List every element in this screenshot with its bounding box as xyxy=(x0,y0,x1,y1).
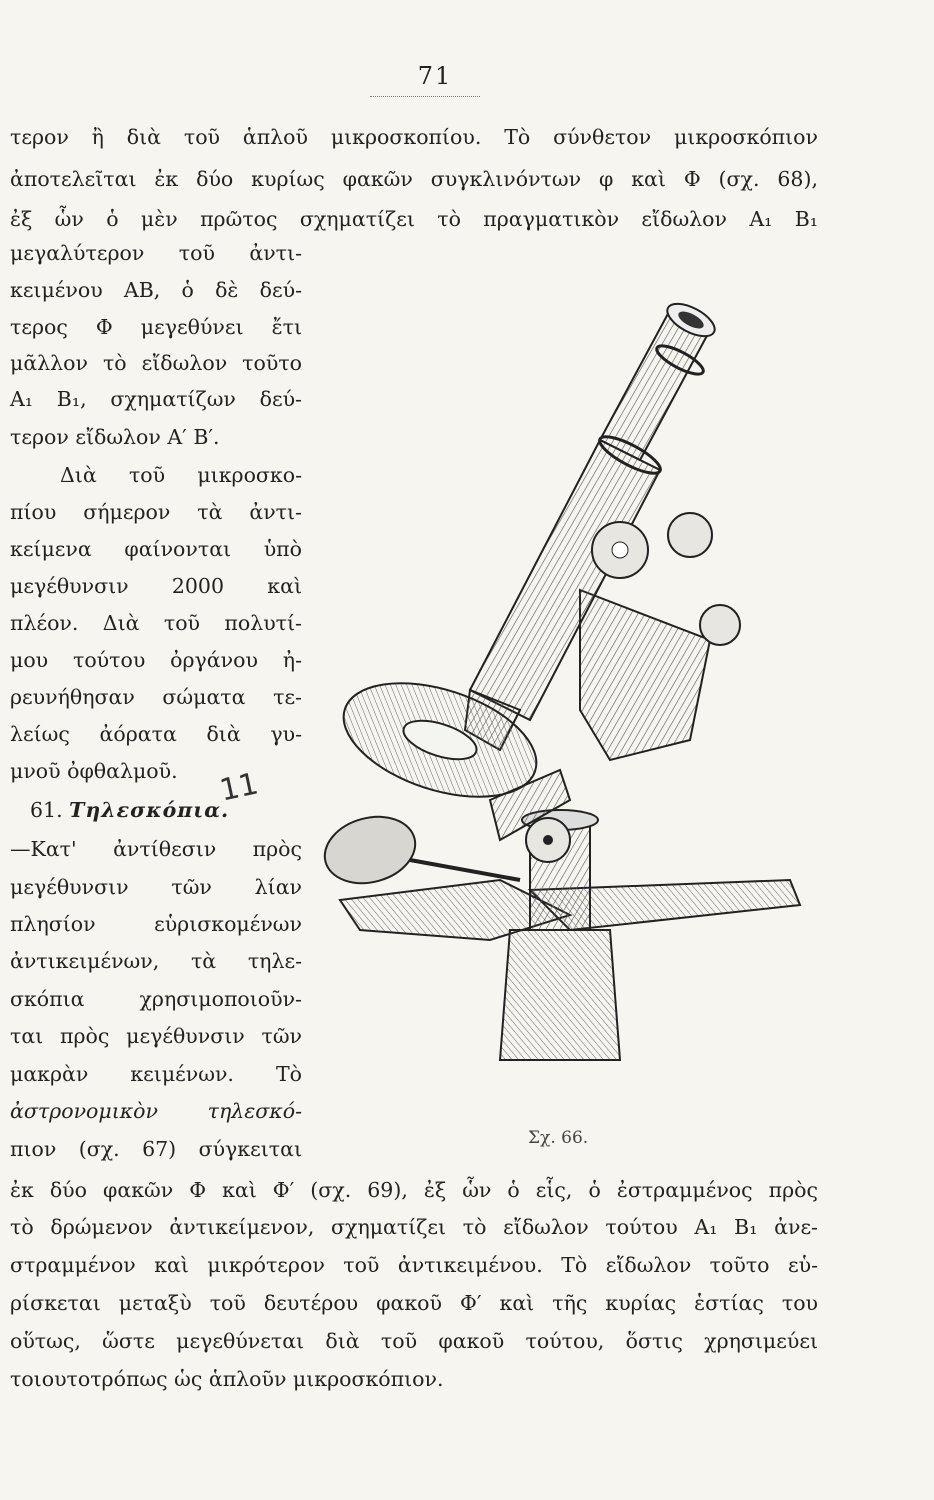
section-line: μεγέθυνσιν τῶν λίαν xyxy=(10,875,302,899)
side-line: ρευνήθησαν σώματα τε- xyxy=(10,685,302,709)
side-line: πλέον. Διὰ τοῦ πολυτί- xyxy=(10,611,302,635)
side-line: πίου σήμερον τὰ ἀντι- xyxy=(10,500,302,524)
side-line: κειμένου ΑΒ, ὁ δὲ δεύ- xyxy=(10,278,302,302)
section-heading xyxy=(30,795,229,825)
text-line: ἐξ ὧν ὁ μὲν πρῶτος σχηματίζει τὸ πραγματικὸν εἴδωλον Α₁ Β₁ xyxy=(10,207,818,231)
side-line: Διὰ τοῦ μικροσκο- xyxy=(60,463,302,487)
text-line: ἀποτελεῖται ἐκ δύο κυρίως φακῶν συγκλινόντων φ καὶ Φ (σχ. 68), xyxy=(10,167,818,191)
side-line: λείως ἀόρατα διὰ γυ- xyxy=(10,722,302,746)
side-line: τερον εἴδωλον Α′ Β′. xyxy=(10,425,220,449)
text-line: τὸ δρώμενον ἀντικείμενον, σχηματίζει τὸ εἴδωλον τούτου Α₁ Β₁ ἀνε- xyxy=(10,1215,818,1239)
page-number: 71 xyxy=(417,62,453,90)
side-line: Α₁ Β₁, σχηματίζων δεύ- xyxy=(10,387,302,411)
text-line: ρίσκεται μεταξὺ τοῦ δευτέρου φακοῦ Φ′ καὶ τῆς κυρίας ἑστίας του xyxy=(10,1291,818,1315)
side-line: τερος Φ μεγεθύνει ἔτι xyxy=(10,315,302,339)
section-line: σκόπια χρησιμοποιοῦν- xyxy=(10,987,302,1011)
section-line: ἀντικειμένων, τὰ τηλε- xyxy=(10,949,302,973)
text-line: στραμμένον καὶ μικρότερον τοῦ ἀντικειμένου. Τὸ εἴδωλον τοῦτο εὑ- xyxy=(10,1253,818,1277)
section-line: πλησίον εὑρισκομένων xyxy=(10,912,302,936)
text-line: τερον ἢ διὰ τοῦ ἁπλοῦ μικροσκοπίου. Τὸ σύνθετον μικροσκόπιον xyxy=(10,125,818,149)
side-line: μεγαλύτερον τοῦ ἀντι- xyxy=(10,241,302,265)
text-line: ἐκ δύο φακῶν Φ καὶ Φ′ (σχ. 69), ἐξ ὧν ὁ εἷς, ὁ ἐστραμμένος πρὸς xyxy=(10,1178,818,1202)
section-line: πιον (σχ. 67) σύγκειται xyxy=(10,1137,302,1161)
section-line: ἀστρονομικὸν τηλεσκό- xyxy=(10,1099,302,1123)
margin-annotation: 11 xyxy=(216,766,262,809)
side-line: κείμενα φαίνονται ὑπὸ xyxy=(10,537,302,561)
side-line: μνοῦ ὀφθαλμοῦ. xyxy=(10,759,178,783)
section-title: Τηλεσκόπια. xyxy=(69,798,230,822)
side-line: μᾶλλον τὸ εἴδωλον τοῦτο xyxy=(10,351,302,375)
side-line: μου τούτου ὀργάνου ἠ- xyxy=(10,648,302,672)
section-line: μακρὰν κειμένων. Τὸ xyxy=(10,1062,302,1086)
text-line: τοιουτοτρόπως ὡς ἁπλοῦν μικροσκόπιον. xyxy=(10,1367,444,1391)
side-line: μεγέθυνσιν 2000 καὶ xyxy=(10,574,302,598)
section-line: ται πρὸς μεγέθυνσιν τῶν xyxy=(10,1024,302,1048)
section-number: 61. xyxy=(30,798,63,822)
figure-caption: Σχ. 66. xyxy=(528,1128,589,1148)
microscope-illustration xyxy=(320,240,820,1120)
section-line: —Κατ' ἀντίθεσιν πρὸς xyxy=(10,837,302,861)
header-rule xyxy=(370,96,480,97)
text-line: οὕτως, ὥστε μεγεθύνεται διὰ τοῦ φακοῦ τούτου, ὅστις χρησιμεύει xyxy=(10,1329,818,1353)
